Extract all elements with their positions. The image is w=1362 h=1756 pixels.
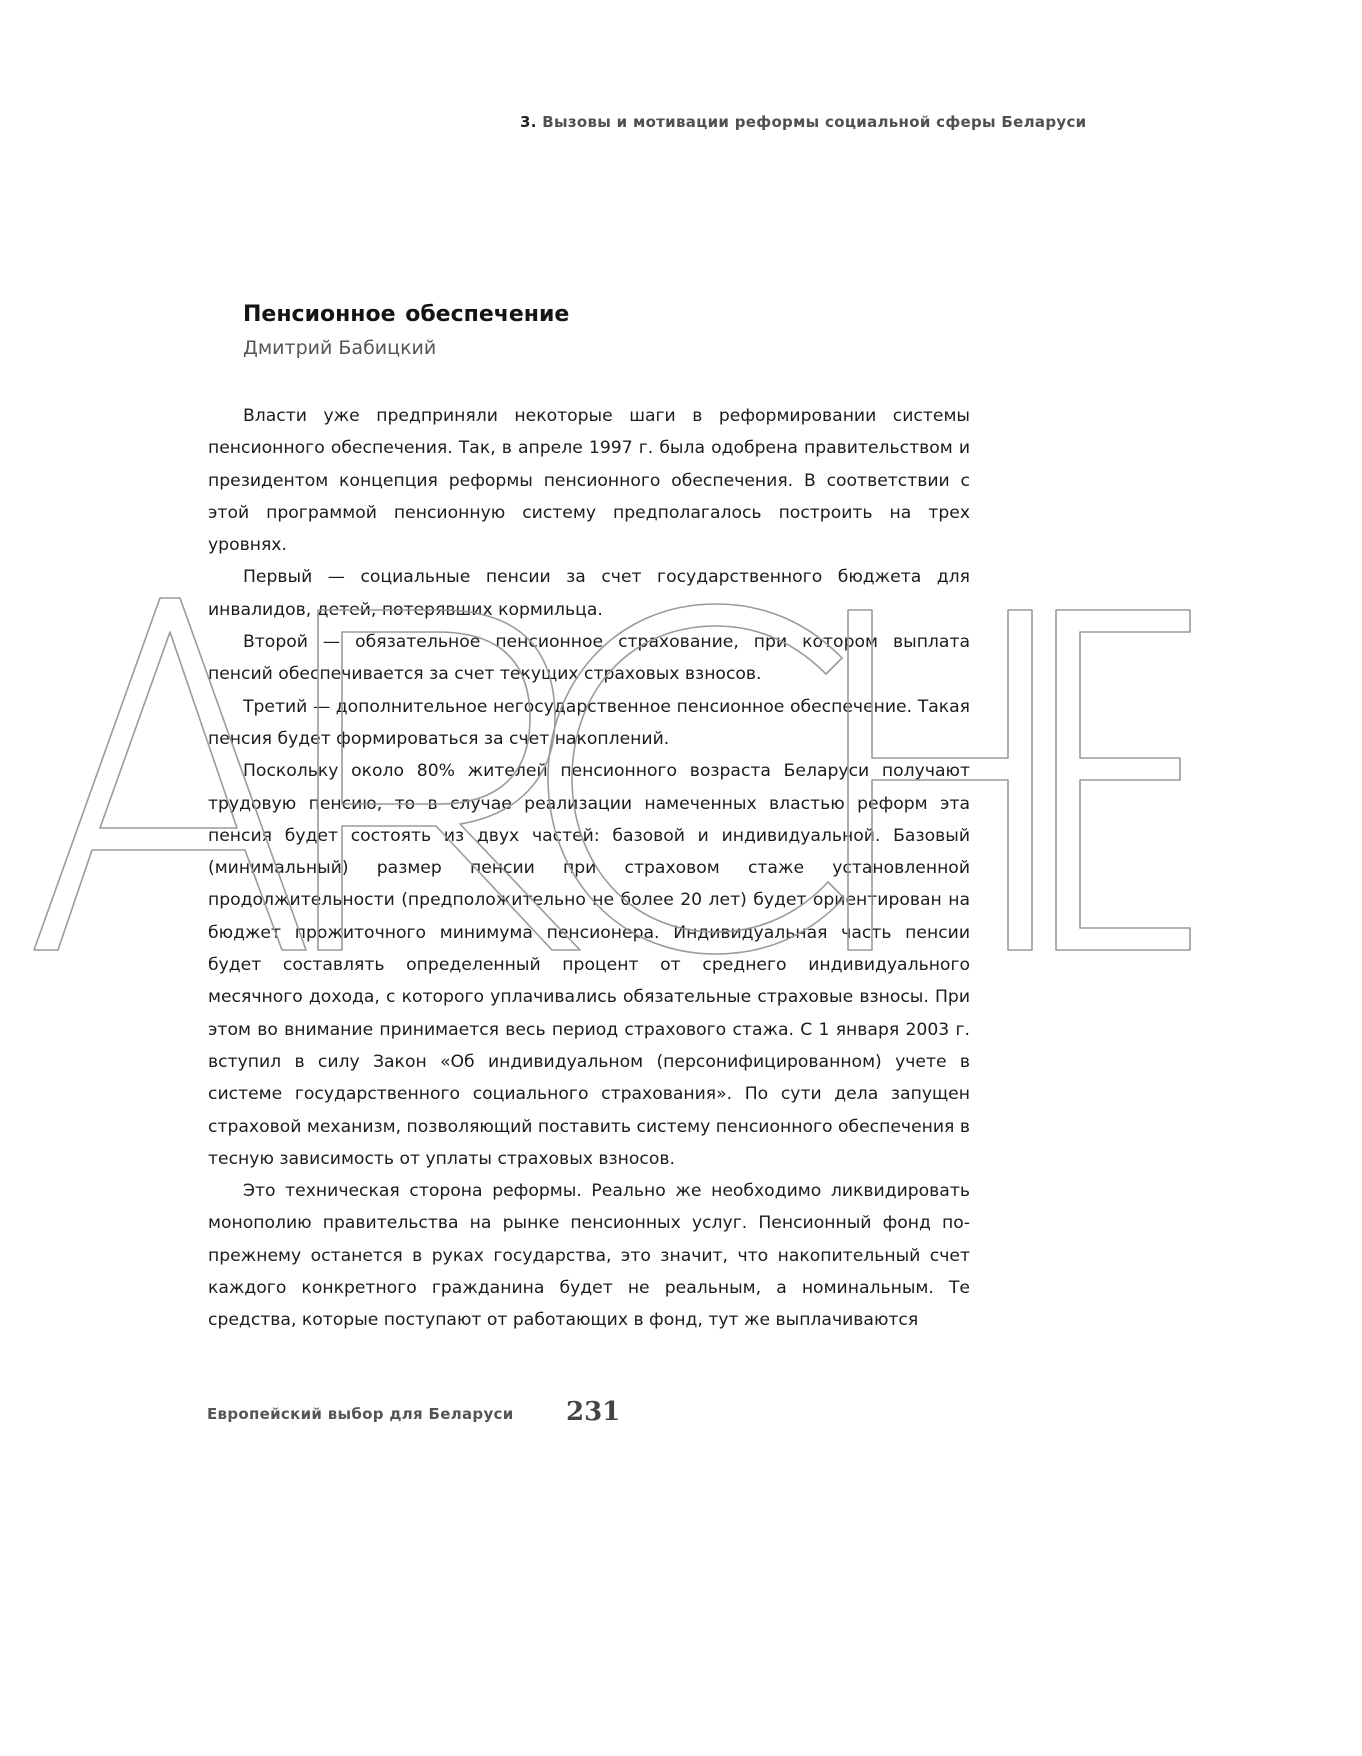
paragraph: Второй — обязательное пенсионное страхование, при котором выплата пенсий обеспечивается за счет текущих страховых взносов. [208, 632, 970, 685]
paragraph: Поскольку около 80% жителей пенсионного возраста Беларуси получают трудовую пенсию, то в случае реализации намеченных властью реформ эта пенсия будет состоять из двух частей: базовой и индивидуальной. Базовый (минимальный) размер пенсии при страховом стаже установленной продолжительности (предположительно не более 20 лет) будет ориентирован на бюджет прожиточного минимума пенсионера. Индивидуальная часть пенсии будет составлять определенный процент от среднего индивидуального месячного дохода, с которого уплачивались обязательные страховые взносы. При этом во внимание принимается весь период страхового стажа. С 1 января 2003 г. вступил в силу Закон «Об индивидуальном (персонифицированном) учете в системе государственного социального страхования». По сути дела запущен страховой механизм, позволяющий поставить систему пенсионного обеспечения в тесную зависимость от уплаты страховых взносов. [208, 761, 970, 1169]
watermark-letter-e [1056, 610, 1190, 950]
paragraph: Это техническая сторона реформы. Реально же необходимо ликвидировать монополию правительства на рынке пенсионных услуг. Пенсионный фонд по-прежнему останется в руках государства, это значит, что накопительный счет каждого конкретного гражданина будет не реальным, а номинальным. Те средства, которые поступают от работающих в фонд, тут же выплачиваются [208, 1181, 970, 1331]
chapter-title: Вызовы и мотивации реформы социальной сферы Беларуси [542, 113, 1087, 131]
page-number: 231 [566, 1397, 621, 1427]
chapter-number: 3. [520, 113, 537, 131]
footer-book-title: Европейский выбор для Беларуси [207, 1405, 514, 1423]
article-body [208, 400, 970, 1337]
paragraph: Первый — социальные пенсии за счет государственного бюджета для инвалидов, детей, потерявших кормильца. [208, 567, 970, 620]
article-author: Дмитрий Бабицкий [243, 337, 437, 359]
paragraph: Третий — дополнительное негосударственное пенсионное обеспечение. Такая пенсия будет формироваться за счет накоплений. [208, 696, 970, 749]
paragraph: Власти уже предприняли некоторые шаги в реформировании системы пенсионного обеспечения. Так, в апреле 1997 г. была одобрена правительством и президентом концепция реформы пенсионного обеспечения. В соответствии с этой программой пенсионную систему предполагалось построить на трех уровнях. [208, 406, 970, 556]
running-header [520, 113, 1120, 131]
article-title: Пенсионное обеспечение [243, 302, 570, 327]
